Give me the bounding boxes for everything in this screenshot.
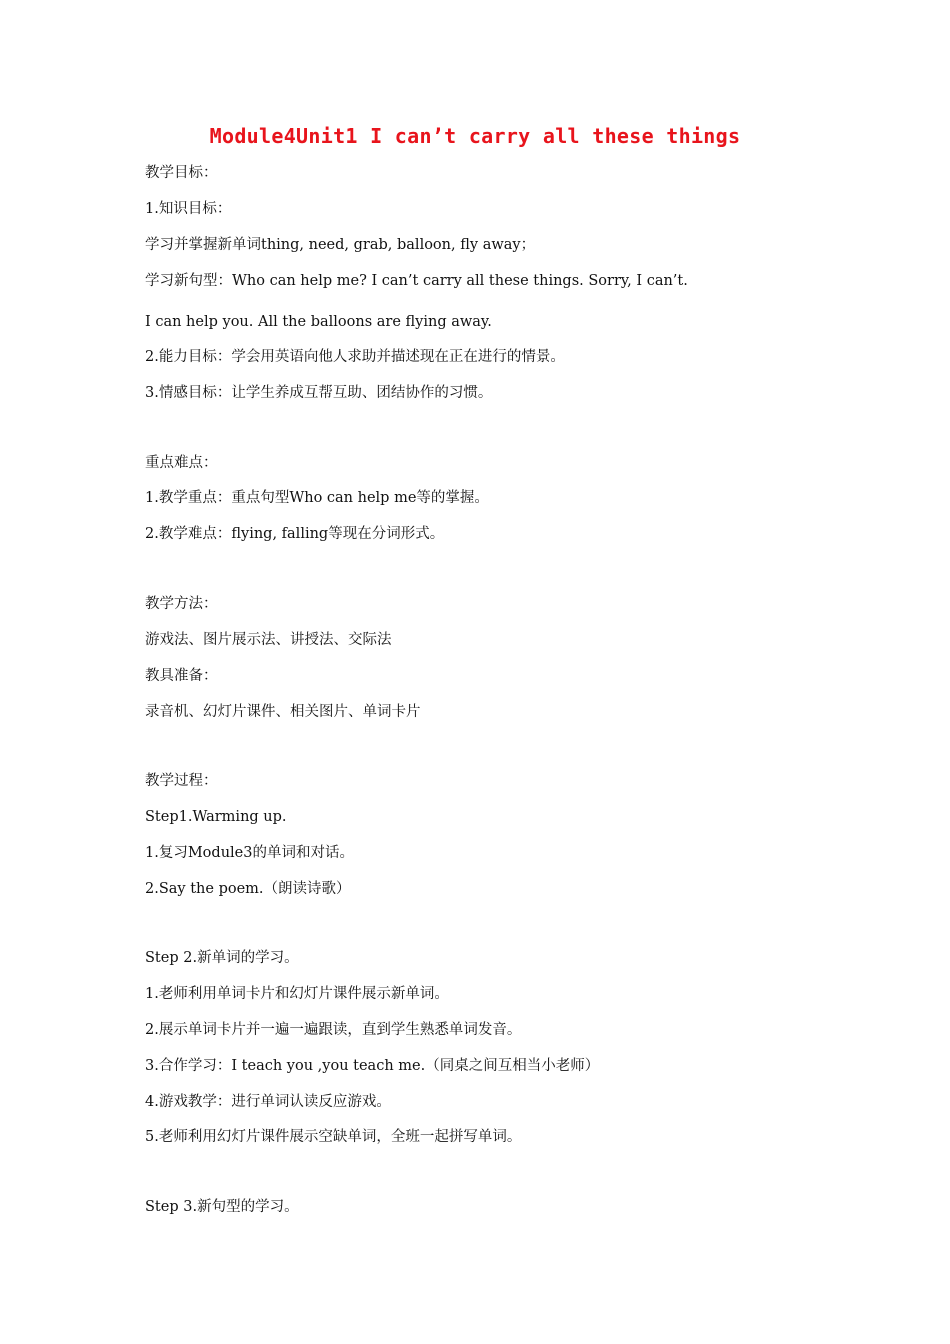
step1-heading: Step1.Warming up. — [145, 809, 287, 825]
section-heading-methods: 教学方法： — [145, 596, 218, 612]
objective-ability: 2.能力目标：学会用英语向他人求助并描述现在正在进行的情景。 — [145, 349, 565, 365]
new-sentences-line-cont: I can help you. All the balloons are flying away. — [145, 314, 492, 330]
section-heading-key-points: 重点难点： — [145, 455, 218, 471]
new-sentences-line: 学习新句型：Who can help me? I can’t carry all these things. Sorry, I can’t. — [145, 273, 688, 289]
step2-item-1: 1.老师利用单词卡片和幻灯片课件展示新单词。 — [145, 986, 449, 1002]
section-heading-materials: 教具准备： — [145, 668, 218, 684]
new-words-line: 学习并掌握新单词thing, need, grab, balloon, fly away； — [145, 237, 536, 253]
step2-item-5: 5.老师利用幻灯片课件展示空缺单词，全班一起拼写单词。 — [145, 1129, 522, 1145]
section-heading-objectives: 教学目标： — [145, 165, 218, 181]
step1-item-2: 2.Say the poem.（朗读诗歌） — [145, 881, 351, 897]
key-point-difficulty: 2.教学难点：flying, falling等现在分词形式。 — [145, 526, 445, 542]
section-heading-process: 教学过程： — [145, 773, 218, 789]
step2-heading: Step 2.新单词的学习。 — [145, 950, 299, 966]
step3-heading: Step 3.新句型的学习。 — [145, 1199, 299, 1215]
methods-list: 游戏法、图片展示法、讲授法、交际法 — [145, 632, 392, 648]
step2-item-3: 3.合作学习：I teach you ,you teach me.（同桌之间互相当小老师） — [145, 1058, 600, 1074]
key-point-focus: 1.教学重点：重点句型Who can help me等的掌握。 — [145, 490, 489, 506]
objective-knowledge: 1.知识目标： — [145, 201, 232, 217]
document-title: Module4Unit1 I can’t carry all these things — [209, 124, 741, 148]
step1-item-1: 1.复习Module3的单词和对话。 — [145, 845, 354, 861]
objective-emotion: 3.情感目标：让学生养成互帮互助、团结协作的习惯。 — [145, 385, 493, 401]
step2-item-4: 4.游戏教学：进行单词认读反应游戏。 — [145, 1094, 391, 1110]
materials-list: 录音机、幻灯片课件、相关图片、单词卡片 — [145, 704, 421, 720]
step2-item-2: 2.展示单词卡片并一遍一遍跟读，直到学生熟悉单词发音。 — [145, 1022, 522, 1038]
